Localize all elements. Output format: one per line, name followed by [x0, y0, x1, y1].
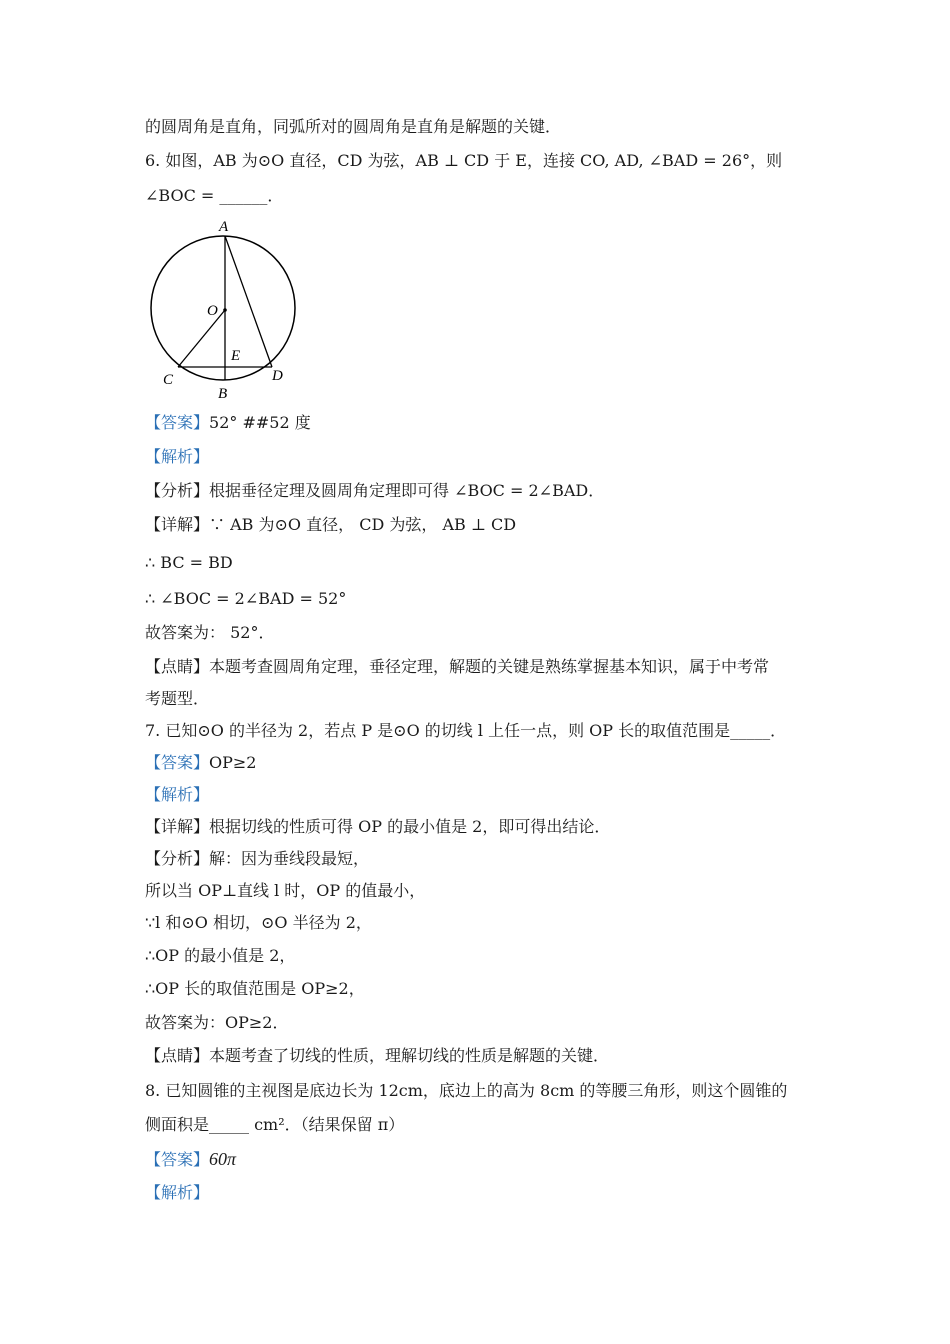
- comment-tag: 【点睛】: [145, 657, 210, 676]
- step-7d: ∴OP 长的取值范围是 OP≥2，: [145, 979, 365, 998]
- step-7b: ∵l 和⊙O 相切，⊙O 半径为 2，: [145, 913, 372, 932]
- analysis-8: [145, 1182, 825, 1204]
- question-7: 7. 已知⊙O 的半径为 2，若点 P 是⊙O 的切线 l 上任一点，则 OP 长的取值范围是_____．: [145, 721, 787, 740]
- step-7c: ∴OP 的最小值是 2，: [145, 946, 296, 965]
- text-line: 的圆周角是直角，同弧所对的圆周角是直角是解题的关键．: [145, 117, 562, 136]
- final-7: 故答案为：OP≥2．: [145, 1013, 289, 1032]
- label-o: O: [207, 303, 218, 319]
- comment-6: [145, 656, 825, 678]
- center-dot: [223, 308, 227, 312]
- question-6: 6. 如图，AB 为⊙O 直径，CD 为弦，AB ⊥ CD 于 E，连接 CO, AD, ∠BAD = 26°，则: [145, 151, 783, 170]
- circle-o: [151, 236, 295, 380]
- fenxi-text: 解：因为垂线段最短，: [209, 849, 370, 868]
- comment-text: 本题考查了切线的性质，理解切线的性质是解题的关键．: [209, 1046, 610, 1065]
- detail-text: 根据切线的性质可得 OP 的最小值是 2，即可得出结论．: [209, 817, 611, 836]
- question-6-blank: ∠BOC = ______．: [145, 186, 284, 205]
- analysis-7: [145, 784, 825, 806]
- comment-text: 本题考查圆周角定理，垂径定理，解题的关键是熟练掌握基本知识，属于中考常: [209, 657, 770, 676]
- segment-co: [178, 310, 225, 367]
- analysis-tag: 【解析】: [145, 785, 210, 804]
- answer-value: OP≥2: [209, 753, 257, 772]
- fenxi-tag: 【分析】: [145, 481, 210, 500]
- step-angle: ∴ ∠BOC = 2∠BAD = 52°: [145, 589, 347, 608]
- answer-tag: 【答案】: [145, 1150, 210, 1169]
- label-e: E: [231, 348, 241, 364]
- fenxi-7: [145, 848, 825, 870]
- label-c: C: [163, 372, 174, 388]
- detail-tag: 【详解】: [145, 817, 210, 836]
- detail-text: ∵ AB 为⊙O 直径， CD 为弦， AB ⊥ CD: [209, 515, 517, 534]
- answer-7: [145, 752, 825, 774]
- analysis-tag: 【解析】: [145, 1183, 210, 1202]
- answer-tag: 【答案】: [145, 413, 210, 432]
- final-6: 故答案为： 52°．: [145, 623, 275, 642]
- question-8: 8. 已知圆锥的主视图是底边长为 12cm，底边上的高为 8cm 的等腰三角形，则这个圆锥的: [145, 1081, 788, 1100]
- fenxi-tag: 【分析】: [145, 849, 210, 868]
- comment-tag: 【点睛】: [145, 1046, 210, 1065]
- answer-value: 60π: [209, 1149, 237, 1169]
- label-d: D: [272, 368, 283, 384]
- detail-tag: 【详解】: [145, 515, 210, 534]
- analysis-6: [145, 446, 825, 468]
- step-7a: 所以当 OP⊥直线 l 时，OP 的值最小，: [145, 881, 426, 900]
- answer-8: [145, 1148, 825, 1171]
- fenxi-6: [145, 480, 825, 502]
- label-b: B: [218, 386, 228, 402]
- question-8-cont: 侧面积是_____ cm²．（结果保留 π）: [145, 1115, 405, 1134]
- step-arc: ∴ BC = BD: [145, 553, 233, 572]
- answer-value: 52° ##52 度: [209, 413, 311, 432]
- comment-6-cont: 考题型．: [145, 689, 210, 708]
- fenxi-text: 根据垂径定理及圆周角定理即可得 ∠BOC = 2∠BAD．: [209, 481, 605, 500]
- comment-7: [145, 1045, 825, 1067]
- detail-6: [145, 514, 825, 536]
- detail-7: [145, 816, 825, 838]
- answer-6: [145, 412, 825, 434]
- label-a: A: [219, 219, 229, 235]
- answer-tag: 【答案】: [145, 753, 210, 772]
- circle-figure: [145, 218, 305, 403]
- analysis-tag: 【解析】: [145, 447, 210, 466]
